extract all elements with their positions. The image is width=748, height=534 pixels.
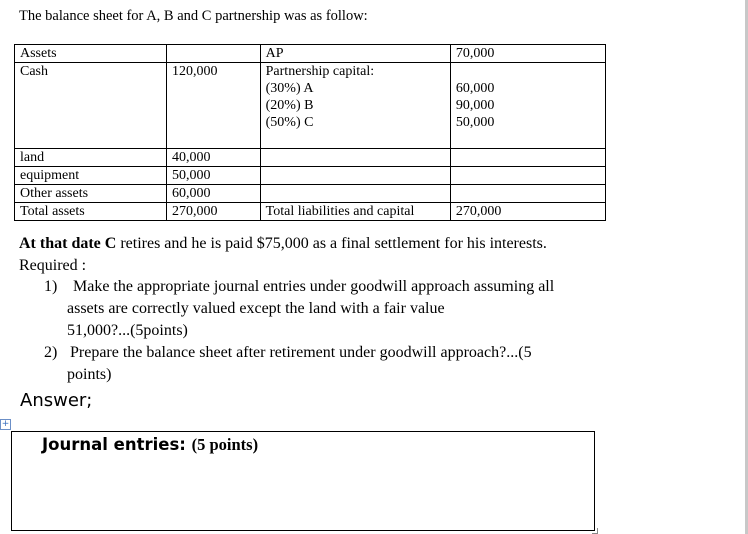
journal-title-text: Journal entries: xyxy=(42,435,192,454)
table-move-handle-icon[interactable]: + xyxy=(1,419,10,429)
question-1-line: Make the appropriate journal entries under goodwill approach assuming all xyxy=(73,278,555,295)
table-cell xyxy=(450,149,605,167)
table-cell xyxy=(450,167,605,185)
answer-label: Answer; xyxy=(20,390,93,411)
journal-title xyxy=(42,435,258,455)
table-cell: 60,000 xyxy=(167,185,261,203)
table-cell: AP xyxy=(260,45,450,63)
journal-points: (5 points) xyxy=(191,435,259,454)
table-cell: 270,000 xyxy=(167,203,261,221)
table-cell: Other assets xyxy=(15,185,167,203)
partner-a-value: 60,000 xyxy=(455,81,495,96)
partner-c-value: 50,000 xyxy=(455,115,495,130)
capital-title: Partnership capital: xyxy=(265,64,375,79)
retirement-paragraph xyxy=(19,233,547,254)
intro-text: The balance sheet for A, B and C partnership was as follow: xyxy=(19,8,368,24)
table-cell: 50,000 xyxy=(167,167,261,185)
table-cell: 70,000 xyxy=(450,45,605,63)
lead-bold: At that date C xyxy=(19,235,117,252)
table-resize-handle-icon[interactable] xyxy=(592,528,598,534)
table-cell: equipment xyxy=(15,167,167,185)
question-2-line: points) xyxy=(67,366,112,383)
partner-b-value: 90,000 xyxy=(455,98,495,113)
partner-a: (30%) A xyxy=(265,81,314,96)
table-cell xyxy=(260,185,450,203)
table-cell xyxy=(167,45,261,63)
lead-rest: retires and he is paid $75,000 as a final settlement for his interests. xyxy=(116,235,547,252)
balance-sheet-table xyxy=(14,44,606,221)
table-cell: 40,000 xyxy=(167,149,261,167)
table-row xyxy=(15,63,606,149)
table-cell: Assets xyxy=(15,45,167,63)
table-cell xyxy=(260,149,450,167)
table-cell xyxy=(260,167,450,185)
table-cell: Total liabilities and capital xyxy=(260,203,450,221)
table-cell xyxy=(450,185,605,203)
table-cell: land xyxy=(15,149,167,167)
table-row xyxy=(15,203,606,221)
question-1-line: 51,000?...(5points) xyxy=(67,322,188,339)
table-cell: 270,000 xyxy=(450,203,605,221)
table-cell: Cash xyxy=(15,63,167,149)
table-cell xyxy=(260,63,450,149)
table-row xyxy=(15,167,606,185)
question-2-number: 2) xyxy=(44,344,58,361)
table-row xyxy=(15,149,606,167)
table-cell: 120,000 xyxy=(167,63,261,149)
partner-b: (20%) B xyxy=(265,98,314,113)
partner-c: (50%) C xyxy=(265,115,314,130)
journal-entries-box[interactable] xyxy=(11,431,595,531)
question-1-number: 1) xyxy=(44,278,58,295)
table-row xyxy=(15,45,606,63)
question-2-line: Prepare the balance sheet after retirement under goodwill approach?...(5 xyxy=(70,344,532,361)
table-row xyxy=(15,185,606,203)
table-cell xyxy=(450,63,605,149)
required-label: Required : xyxy=(19,257,87,274)
question-1-line: assets are correctly valued except the land with a fair value xyxy=(67,300,445,317)
table-cell: Total assets xyxy=(15,203,167,221)
